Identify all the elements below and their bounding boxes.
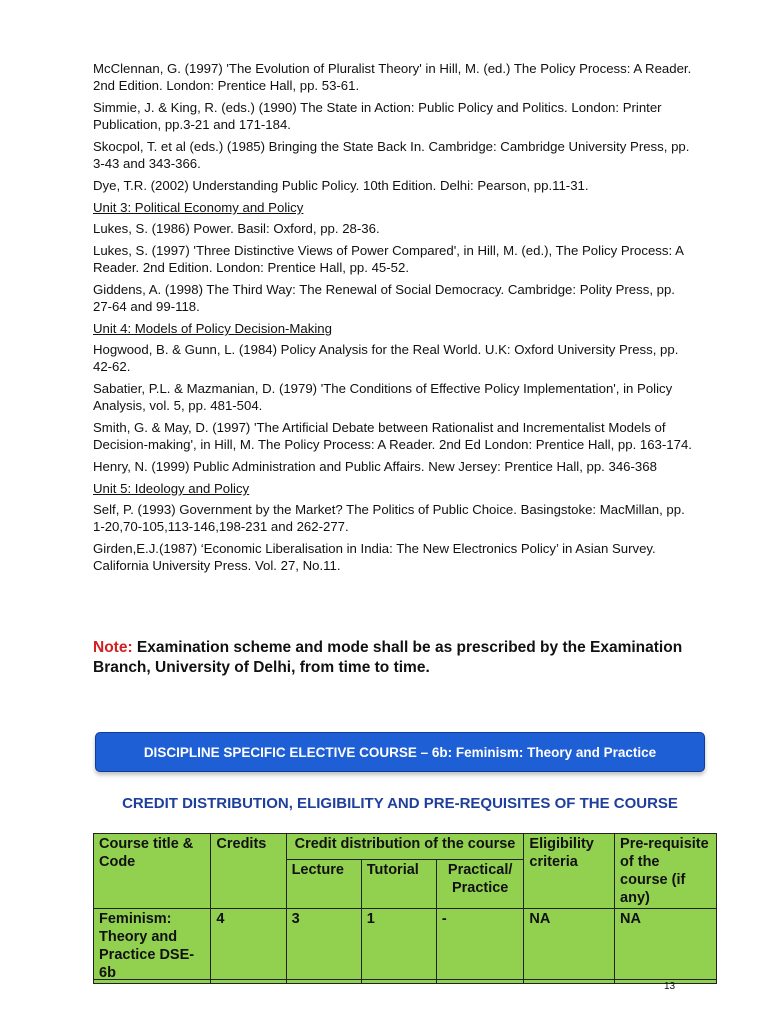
note-text: Examination scheme and mode shall be as prescribed by the Examination Branch, University of Delhi, from time to time. <box>93 639 683 676</box>
cell-tutorial: 1 <box>361 909 436 984</box>
reference-item: Giddens, A. (1998) The Third Way: The Renewal of Social Democracy. Cambridge: Polity Press, pp. 27-64 and 99-118. <box>93 282 675 314</box>
reference-item: Lukes, S. (1997) 'Three Distinctive Views of Power Compared', in Hill, M. (ed.), The Policy Process: A Reader. 2nd Edition. London: Prentice Hall, pp. 45-52. <box>93 243 684 275</box>
reference-item: Dye, T.R. (2002) Understanding Public Policy. 10th Edition. Delhi: Pearson, pp.11-31. <box>93 178 589 193</box>
exam-note <box>93 638 693 678</box>
header-prerequisite: Pre-requisite of the course (if any) <box>615 834 717 909</box>
header-tutorial: Tutorial <box>361 860 436 909</box>
table-header-row <box>94 834 717 860</box>
reference-item: Henry, N. (1999) Public Administration and Public Affairs. New Jersey: Prentice Hall, pp. 346-368 <box>93 459 657 474</box>
cell-credits: 4 <box>211 909 286 984</box>
cell-prerequisite: NA <box>615 909 717 984</box>
note-label: Note: <box>93 639 133 656</box>
reading-list <box>93 60 693 579</box>
cell-eligibility: NA <box>524 909 615 984</box>
header-course-title: Course title & Code <box>94 834 211 909</box>
unit-heading: Unit 3: Political Economy and Policy <box>93 200 304 215</box>
reference-item: Lukes, S. (1986) Power. Basil: Oxford, pp. 28-36. <box>93 221 380 236</box>
header-practical: Practical/ Practice <box>436 860 524 909</box>
reference-item: Simmie, J. & King, R. (eds.) (1990) The State in Action: Public Policy and Politics. London: Printer Publication, pp.3-21 and 171-184. <box>93 100 662 132</box>
reference-item: Hogwood, B. & Gunn, L. (1984) Policy Analysis for the Real World. U.K: Oxford University Press, pp. 42-62. <box>93 342 679 374</box>
reference-item: Girden,E.J.(1987) ‘Economic Liberalisation in India: The New Electronics Policy’ in Asian Survey. California University Press. Vol. 27, No.11. <box>93 541 656 573</box>
cell-practical: - <box>436 909 524 984</box>
table-row <box>94 909 717 984</box>
reference-item: Smith, G. & May, D. (1997) 'The Artificial Debate between Rationalist and Incrementalist Models of Decision-making', in Hill, M. The Policy Process: A Reader. 2nd Ed London: Prentice Hall, pp. 163-174. <box>93 420 692 452</box>
reference-item: Skocpol, T. et al (eds.) (1985) Bringing the State Back In. Cambridge: Cambridge University Press, pp. 3-43 and 343-366. <box>93 139 690 171</box>
header-credits: Credits <box>211 834 286 909</box>
cell-course: Feminism: Theory and Practice DSE-6b <box>94 909 211 984</box>
cell-lecture: 3 <box>286 909 361 984</box>
credit-distribution-table <box>93 833 717 984</box>
course-banner-text: DISCIPLINE SPECIFIC ELECTIVE COURSE – 6b: Feminism: Theory and Practice <box>143 744 657 760</box>
unit-heading: Unit 4: Models of Policy Decision-Making <box>93 321 332 336</box>
credit-section-title: CREDIT DISTRIBUTION, ELIGIBILITY AND PRE-REQUISITES OF THE COURSE <box>122 795 678 812</box>
reference-item: McClennan, G. (1997) 'The Evolution of Pluralist Theory' in Hill, M. (ed.) The Policy Process: A Reader. 2nd Edition. London: Prentice Hall, pp. 53-61. <box>93 61 692 93</box>
reference-item: Self, P. (1993) Government by the Market? The Politics of Public Choice. Basingstoke: MacMillan, pp. 1-20,70-105,113-146,198-231 and 262-277. <box>93 502 685 534</box>
header-eligibility: Eligibility criteria <box>524 834 615 909</box>
unit-heading: Unit 5: Ideology and Policy <box>93 481 250 496</box>
footer-divider <box>93 979 717 980</box>
reference-item: Sabatier, P.L. & Mazmanian, D. (1979) 'The Conditions of Effective Policy Implementation', in Policy Analysis, vol. 5, pp. 481-504. <box>93 381 673 413</box>
page-number: 13 <box>664 981 676 992</box>
header-lecture: Lecture <box>286 860 361 909</box>
header-credit-distribution: Credit distribution of the course <box>286 834 524 860</box>
course-banner <box>95 732 705 772</box>
